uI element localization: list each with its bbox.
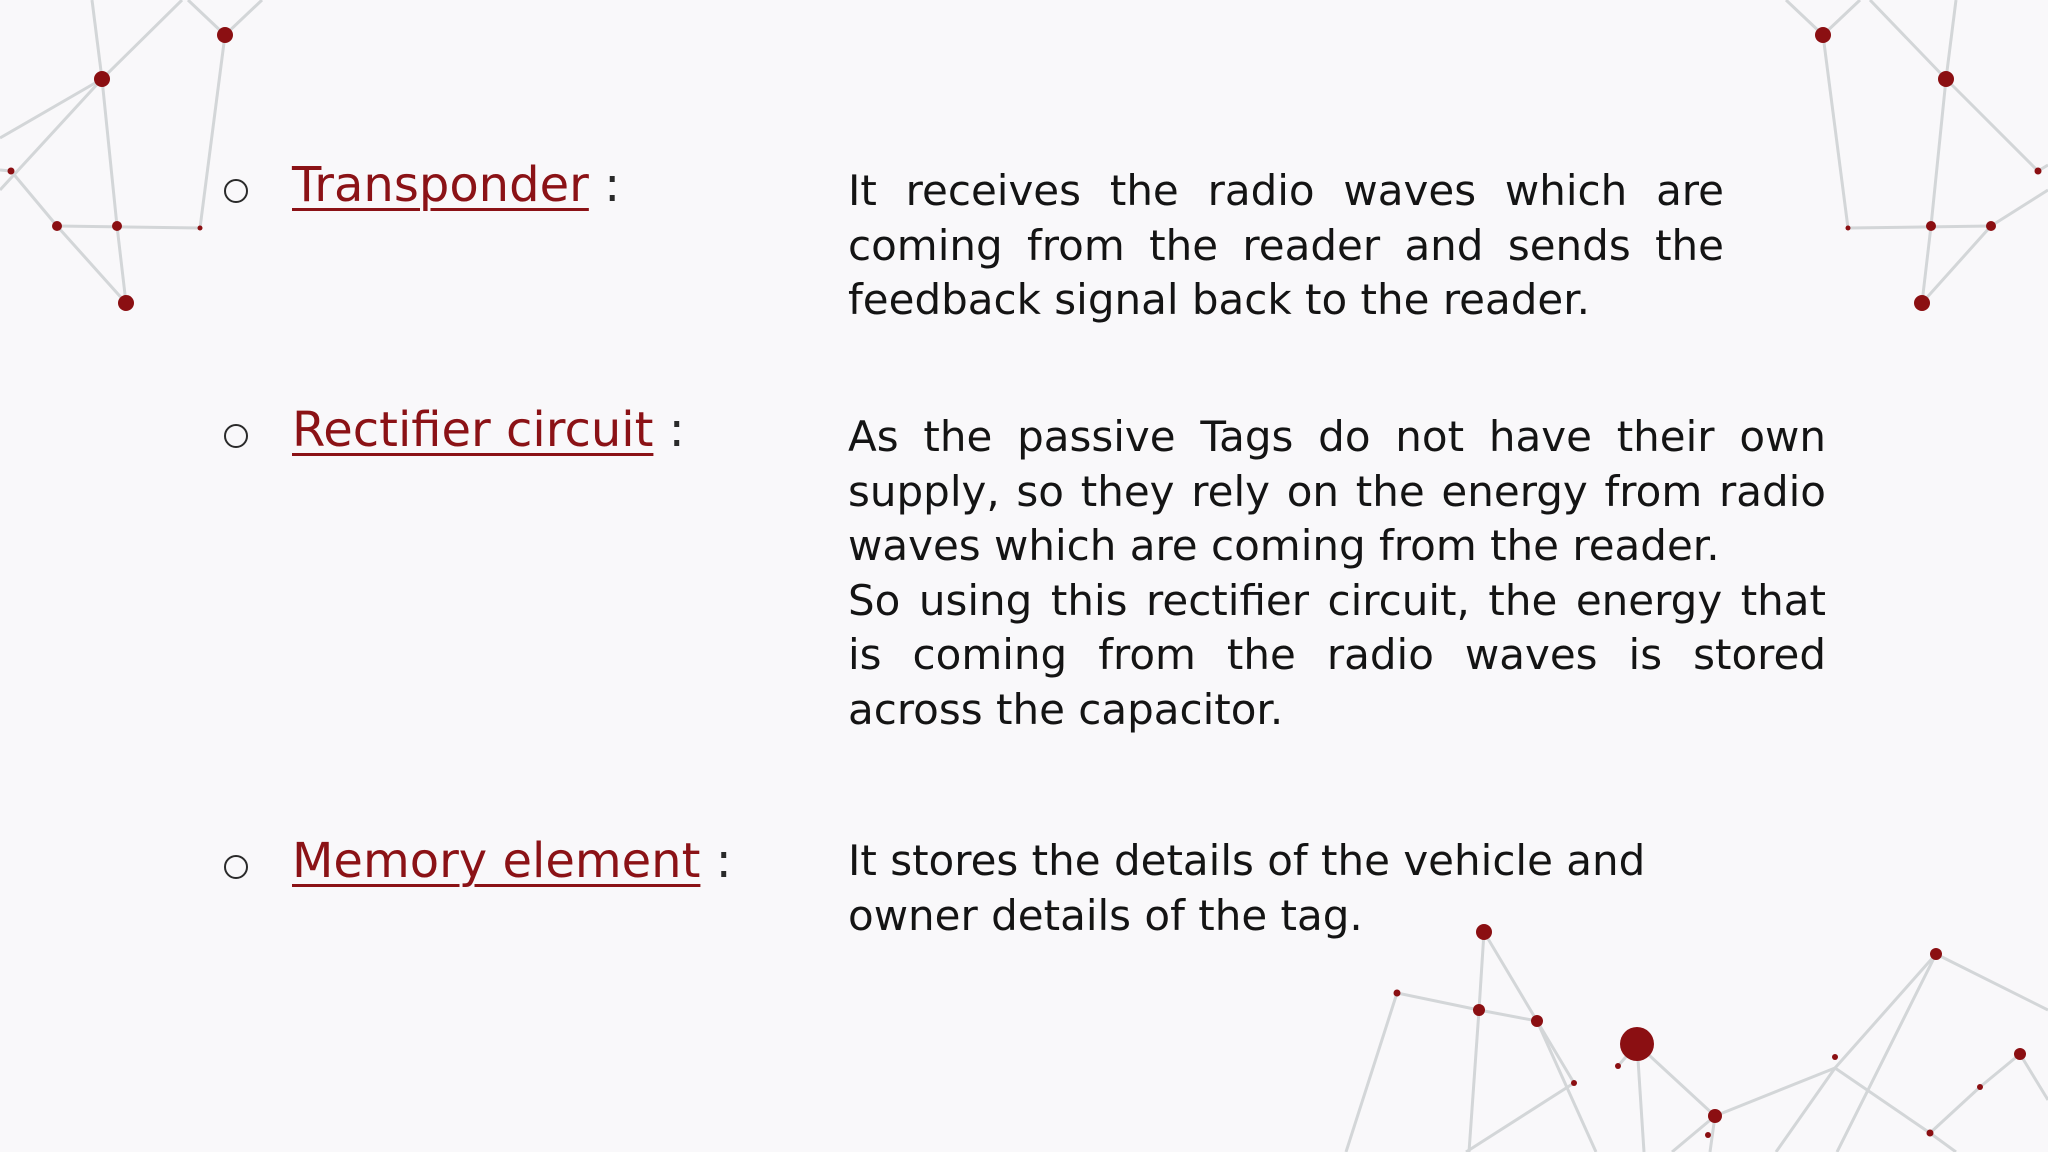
description-rectifier-circuit [848, 410, 1826, 737]
description-paragraph: It stores the details of the vehicle and owner details of the tag. [848, 836, 1646, 940]
bullet-icon [224, 855, 248, 879]
term-memory-element [292, 834, 732, 888]
network-bottom-right [1346, 924, 2048, 1152]
description-paragraph: So using this rectifier circuit, the energy that is coming from the radio waves is stored across the capacitor. [848, 575, 1826, 734]
bullet-icon [224, 179, 248, 203]
term-separator: : [715, 833, 732, 889]
term-label: Memory element [292, 833, 701, 889]
term-label: Rectifier circuit [292, 402, 654, 458]
description-paragraph: It receives the radio waves which are coming from the reader and sends the feedback signal back to the reader. [848, 166, 1724, 324]
description-paragraph: As the passive Tags do not have their own supply, so they rely on the energy from radio waves which are coming from the reader. [848, 412, 1826, 570]
term-rectifier-circuit [292, 403, 685, 457]
description-transponder [848, 164, 1724, 328]
description-memory-element [848, 834, 1688, 943]
term-transponder [292, 158, 620, 212]
network-top-right [1786, 0, 2048, 311]
term-separator: : [668, 402, 685, 458]
bullet-icon [224, 424, 248, 448]
term-separator: : [604, 157, 621, 213]
network-top-left [0, 0, 262, 311]
term-label: Transponder [292, 157, 589, 213]
